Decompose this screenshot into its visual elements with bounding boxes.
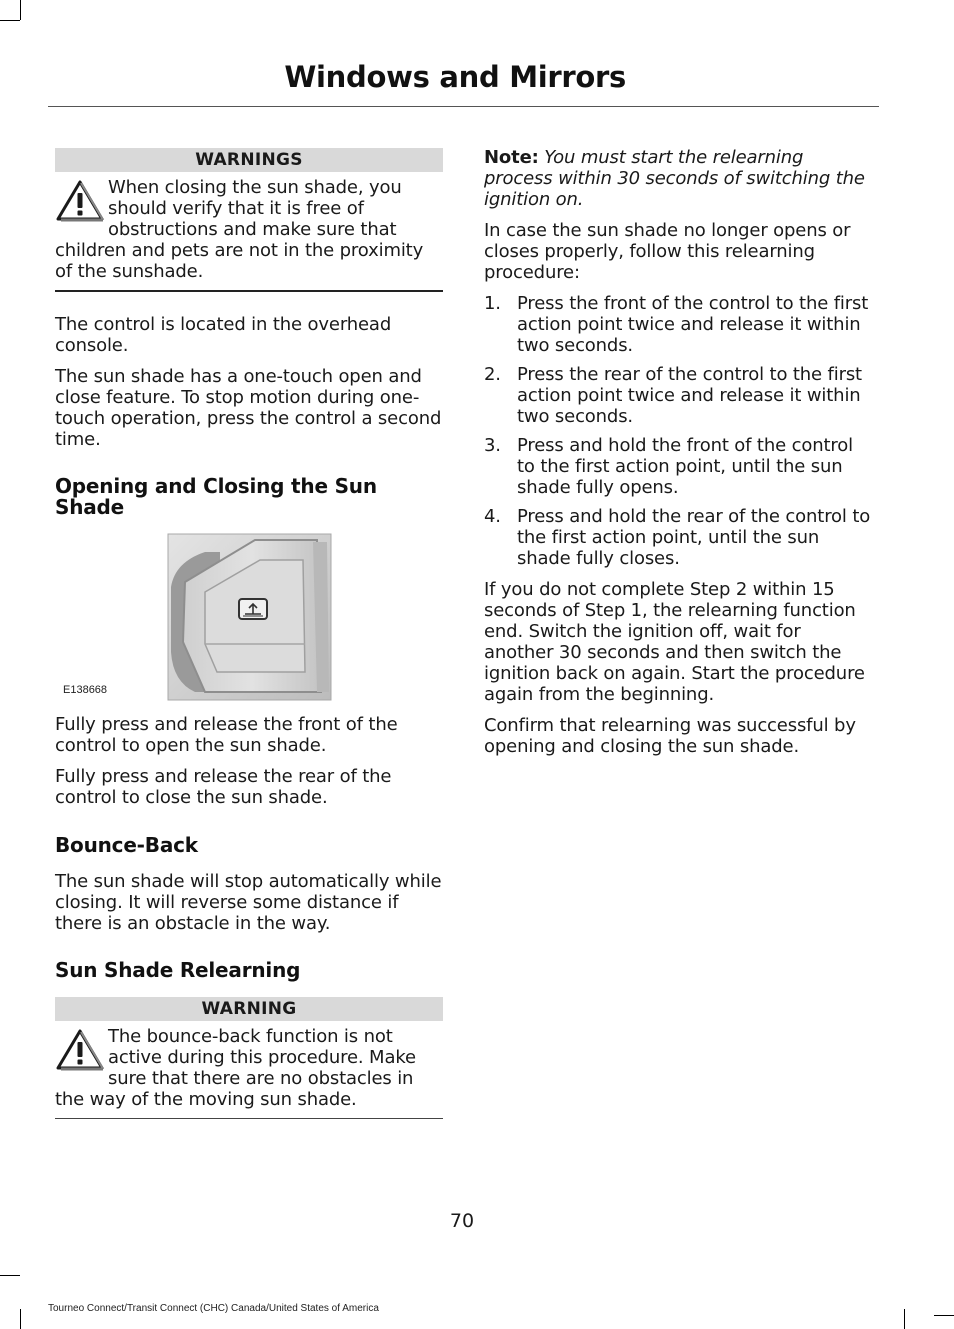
- list-item: [484, 506, 872, 569]
- page-title: Windows and Mirrors: [284, 60, 626, 94]
- crop-mark: [20, 1309, 21, 1329]
- footer-text: Tourneo Connect/Transit Connect (CHC) Canada/United States of America: [48, 1303, 379, 1314]
- section-heading: Sun Shade Relearning: [55, 958, 301, 982]
- step-number: 1.: [484, 293, 501, 314]
- crop-mark: [20, 0, 21, 20]
- crop-mark: [904, 1309, 905, 1329]
- step-text: Press and hold the front of the control to the first action point, until the sun shade fully opens.: [517, 435, 853, 498]
- crop-mark: [0, 20, 20, 21]
- title-divider: [48, 106, 879, 107]
- crop-mark: [934, 1315, 954, 1316]
- warning-body: [55, 172, 443, 290]
- paragraph: Fully press and release the rear of the control to close the sun shade.: [55, 766, 392, 808]
- step-number: 4.: [484, 506, 501, 527]
- step-text: Press and hold the rear of the control to the first action point, until the sun shade fully closes.: [517, 506, 871, 569]
- list-item: [484, 293, 872, 356]
- warning-header: WARNINGS: [55, 148, 443, 172]
- step-number: 3.: [484, 435, 501, 456]
- note-text: You must start the relearning process within 30 seconds of switching the ignition on.: [484, 147, 865, 210]
- warning-header: WARNING: [55, 997, 443, 1021]
- paragraph: In case the sun shade no longer opens or closes properly, follow this relearning procedure:: [484, 220, 851, 283]
- note-label: Note:: [484, 147, 539, 168]
- list-item: [484, 435, 872, 498]
- paragraph: The control is located in the overhead console.: [55, 314, 392, 356]
- page-number: 70: [449, 1210, 475, 1232]
- warning-body: [55, 1021, 443, 1118]
- paragraph: If you do not complete Step 2 within 15 seconds of Step 1, the relearning function end. Switch the ignition off, wait for another 30 seconds and then switch the ignition back on again. Start the procedure again from the beginning.: [484, 579, 865, 705]
- relearning-steps: [484, 293, 872, 569]
- sun-shade-control-figure: [55, 532, 443, 702]
- paragraph: Confirm that relearning was successful by opening and closing the sun shade.: [484, 715, 856, 757]
- list-item: [484, 364, 872, 427]
- right-column: [484, 147, 872, 767]
- step-number: 2.: [484, 364, 501, 385]
- sun-shade-control-illustration: [55, 532, 443, 702]
- paragraph: Fully press and release the front of the control to open the sun shade.: [55, 714, 398, 756]
- warning-divider: [55, 1118, 443, 1119]
- warning-box: [55, 997, 443, 1119]
- warning-text: The bounce-back function is not active during this procedure. Make sure that there are no obstacles in the way of the moving sun shade.: [55, 1026, 416, 1110]
- step-text: Press the rear of the control to the first action point twice and release it within two seconds.: [517, 364, 862, 427]
- section-heading: Bounce-Back: [55, 833, 198, 857]
- crop-mark: [0, 1275, 20, 1276]
- paragraph: The sun shade has a one-touch open and close feature. To stop motion during one-touch operation, press the control a second time.: [55, 366, 442, 450]
- paragraph: The sun shade will stop automatically while closing. It will reverse some distance if there is an obstacle in the way.: [55, 871, 442, 934]
- warning-box: [55, 148, 443, 292]
- step-text: Press the front of the control to the first action point twice and release it within two seconds.: [517, 293, 869, 356]
- section-heading: Opening and Closing the Sun Shade: [55, 474, 377, 519]
- warning-text: When closing the sun shade, you should verify that it is free of obstructions and make sure that children and pets are not in the proximity of the sunshade.: [55, 177, 424, 282]
- figure-code: E138668: [63, 684, 108, 696]
- warning-triangle-icon: [55, 1028, 105, 1072]
- left-column: [55, 148, 443, 1119]
- note: [484, 147, 872, 210]
- warning-triangle-icon: [55, 179, 105, 223]
